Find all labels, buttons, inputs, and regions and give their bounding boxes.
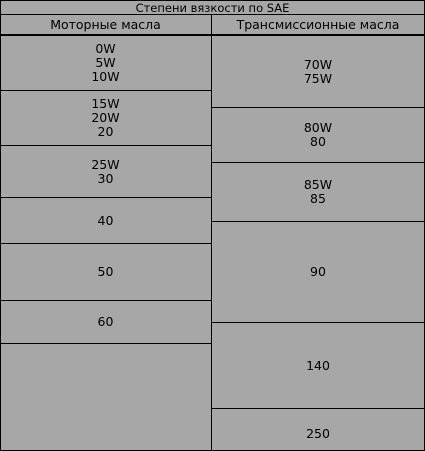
grade-value: 20W xyxy=(91,110,120,125)
grade-value: 90 xyxy=(310,264,326,279)
transmission-oil-row-6 xyxy=(212,409,424,450)
motor-oil-row-5 xyxy=(0,244,211,300)
grade-value: 140 xyxy=(306,357,330,373)
grade-value: 20 xyxy=(97,124,114,139)
motor-oil-row-1 xyxy=(0,36,211,90)
grade-value: 70W xyxy=(303,56,333,72)
grade-value: 60 xyxy=(97,314,114,329)
grade-value: 85W xyxy=(303,177,333,192)
grade-value: 25W xyxy=(91,156,120,172)
motor-oil-row-3 xyxy=(0,146,211,197)
grade-value: 75W xyxy=(303,70,333,86)
grade-value: 15W xyxy=(91,96,120,111)
grade-value: 40 xyxy=(97,212,114,228)
transmission-oil-row-4 xyxy=(212,222,424,322)
grade-value: 250 xyxy=(306,425,330,441)
table-title: Степени вязкости по SAE xyxy=(135,0,290,15)
transmission-oil-row-5 xyxy=(212,323,424,408)
grade-value: 85 xyxy=(310,191,326,206)
motor-row-divider xyxy=(0,343,211,344)
grade-value: 80 xyxy=(310,134,326,149)
grade-value: 50 xyxy=(97,264,114,279)
transmission-oil-row-2 xyxy=(212,108,424,162)
grade-value: 0W xyxy=(95,41,116,56)
header-motor-oils: Моторные масла xyxy=(50,16,161,32)
grade-value: 10W xyxy=(91,69,120,84)
header-transmission-oils: Трансмиссионные масла xyxy=(236,16,400,32)
motor-oil-row-4 xyxy=(0,198,211,243)
transmission-oil-row-1 xyxy=(212,36,424,107)
grade-value: 30 xyxy=(97,170,114,186)
motor-oil-row-6 xyxy=(0,301,211,343)
grade-value: 80W xyxy=(303,120,333,135)
grade-value: 5W xyxy=(95,55,116,70)
transmission-oil-row-3 xyxy=(212,163,424,221)
motor-oil-row-2 xyxy=(0,91,211,145)
